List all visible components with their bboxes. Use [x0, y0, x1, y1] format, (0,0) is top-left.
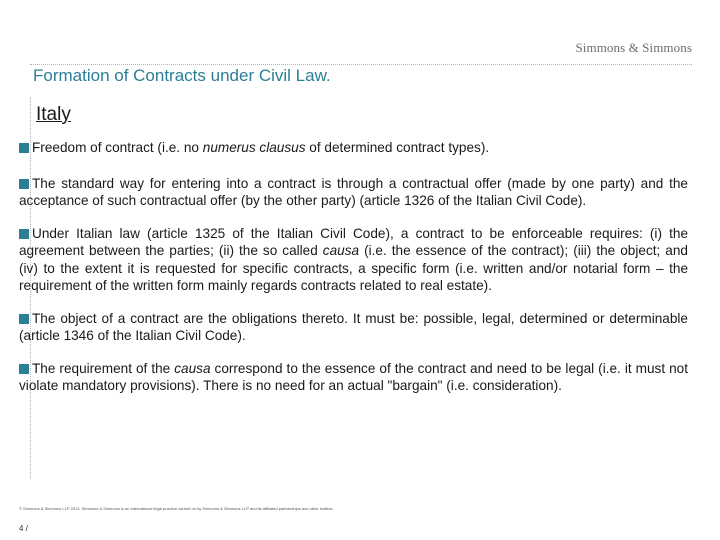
bullet-text: The requirement of the: [32, 360, 175, 376]
slide-title: Formation of Contracts under Civil Law.: [33, 66, 331, 85]
firm-logo: Simmons & Simmons: [575, 40, 692, 55]
bullet-item: [19, 310, 688, 345]
bullet-text: causa: [322, 243, 360, 258]
bullet-text: The standard way for entering into a contract is through a contractual offer (made by one party) and the acceptance of such contractual offer (by the other party) (article 1326 of the Italian Civil Code).: [19, 175, 688, 208]
bullet-item: [19, 175, 688, 210]
bullet-square-icon: [19, 314, 29, 324]
bullet-item: [19, 360, 688, 395]
bullet-text: (i.e. the essence of the contract); (iii) the object; and (iv) to the extent it is requested for specific contracts, a specific form (i.e. written and/or notarial form – the requirement of the written form mainly regards contracts related to real estate).: [19, 243, 688, 293]
copyright-note: © Simmons & Simmons LLP 2013. Simmons & Simmons is an international legal practice carried on by Simmons & Simmons LLP and its affiliated partnerships and other entities.: [19, 506, 334, 511]
bullet-text: causa: [174, 360, 211, 376]
bullet-square-icon: [19, 143, 29, 153]
bullet-text: of determined contract types).: [305, 140, 490, 155]
bullet-square-icon: [19, 364, 29, 374]
bullet-text: correspond to the essence of the contract and need to be legal (i.e. it must not violate mandatory provisions). There is no need for an actual "bargain" (i.e. consideration).: [19, 360, 688, 393]
bullet-item: [19, 139, 688, 157]
bullet-text: Under Italian law (article 1325 of the Italian Civil Code), a contract to be enforceable requires: (i) the agreement between the parties; (ii) the so called: [19, 225, 688, 258]
header-divider: [30, 64, 692, 65]
bullet-square-icon: [19, 179, 29, 189]
bullet-text: The object of a contract are the obligations thereto. It must be: possible, legal, determined or determinable (article 1346 of the Italian Civil Code).: [19, 310, 688, 343]
bullet-square-icon: [19, 229, 29, 239]
bullet-text: Freedom of contract (i.e. no: [32, 140, 203, 155]
bullet-list: [19, 139, 688, 410]
slide-subtitle: Italy: [36, 104, 71, 125]
bullet-text: numerus clausus: [202, 140, 306, 155]
bullet-item: [19, 225, 688, 295]
page-number: 4 /: [19, 524, 28, 533]
